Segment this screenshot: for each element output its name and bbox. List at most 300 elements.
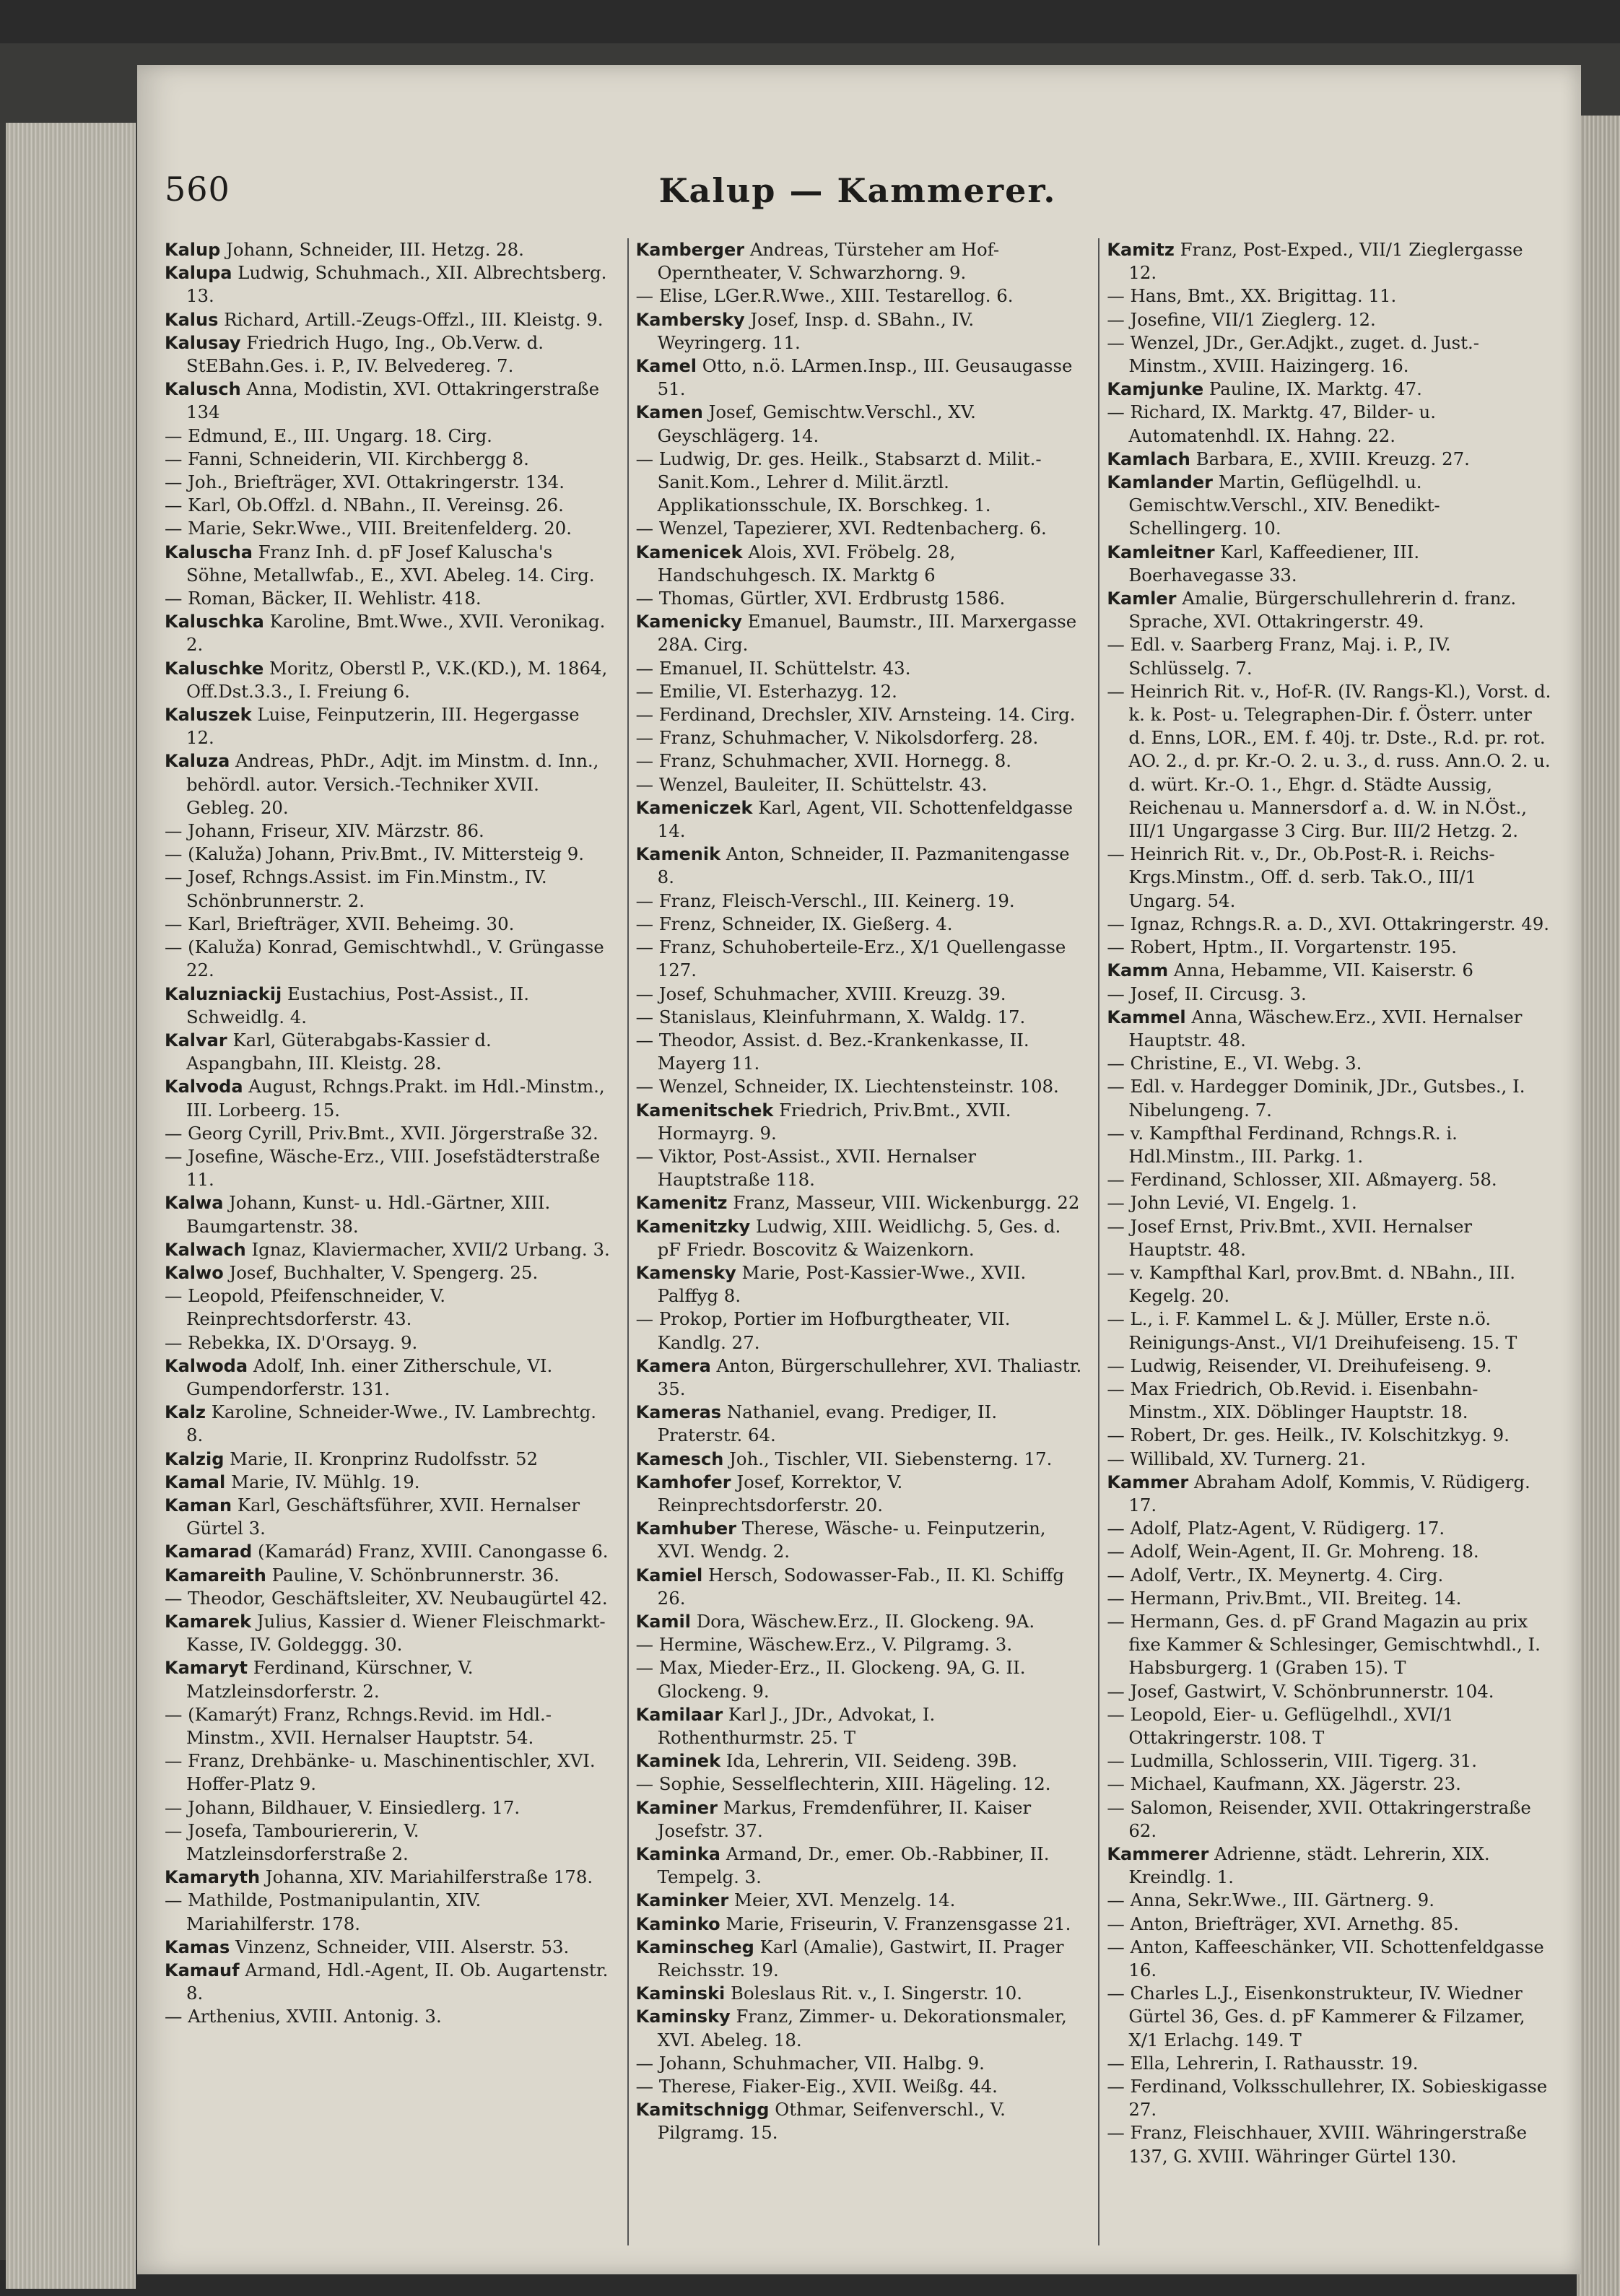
directory-entry xyxy=(1107,1913,1554,1936)
entry-surname: Kalzig xyxy=(165,1448,225,1469)
entry-details: — Richard, IX. Marktg. 47, Bilder- u. Automatenhdl. IX. Hahng. 22. xyxy=(1107,401,1436,446)
entry-details: — Hans, Bmt., XX. Brigittag. 11. xyxy=(1107,285,1397,307)
directory-entry xyxy=(1107,1261,1554,1308)
directory-entry xyxy=(165,1401,611,1447)
directory-entry xyxy=(636,1564,1083,1610)
entry-surname: Kammer xyxy=(1107,1471,1189,1492)
directory-entry xyxy=(165,1029,611,1075)
directory-entry xyxy=(165,541,611,587)
directory-entry xyxy=(165,2005,611,2028)
entry-details: — Anton, Briefträger, XVI. Arnethg. 85. xyxy=(1107,1913,1459,1934)
directory-entry xyxy=(1107,936,1554,959)
entry-surname: Kalus xyxy=(165,309,219,330)
entry-details: Luise, Feinputzerin, III. Hegergasse 12. xyxy=(186,704,580,749)
entry-details: — Wenzel, Bauleiter, II. Schüttelstr. 43. xyxy=(635,773,988,795)
entry-details: — Franz, Fleischhauer, XVIII. Währingerstraße 137, G. XVIII. Währinger Gürtel 130. xyxy=(1107,2122,1528,2167)
directory-entry xyxy=(1107,2121,1554,2167)
entry-surname: Kamjunke xyxy=(1107,379,1204,400)
entry-details: Marie, IV. Mühlg. 19. xyxy=(225,1471,420,1492)
entry-details: — Franz, Fleisch-Verschl., III. Keinerg. 19. xyxy=(635,890,1015,911)
entry-details: — Josef, II. Circusg. 3. xyxy=(1107,983,1307,1004)
entry-details: Pauline, V. Schönbrunnerstr. 36. xyxy=(266,1564,559,1586)
entry-details: — Therese, Fiaker-Eig., XVII. Weißg. 44. xyxy=(635,2076,998,2097)
column-middle xyxy=(627,238,1083,2245)
entry-details: Karl (Amalie), Gastwirt, II. Prager Reichsstr. 19. xyxy=(657,1936,1064,1981)
entry-surname: Kamhuber xyxy=(635,1518,736,1539)
entry-surname: Kalusch xyxy=(165,379,241,400)
entry-surname: Kamensky xyxy=(635,1262,736,1283)
entry-details: Karl, Geschäftsführer, XVII. Hernalser Gürtel 3. xyxy=(186,1494,580,1539)
entry-surname: Kamilaar xyxy=(635,1704,723,1725)
directory-entry xyxy=(1107,633,1554,679)
entry-details: — Edl. v. Saarberg Franz, Maj. i. P., IV. Schlüsselg. 7. xyxy=(1107,634,1451,679)
entry-details: — Johann, Schuhmacher, VII. Halbg. 9. xyxy=(635,2052,985,2074)
directory-entry xyxy=(636,1982,1083,2005)
directory-entry xyxy=(1107,1424,1554,1447)
directory-entry xyxy=(165,425,611,448)
entry-details: — Ferdinand, Schlosser, XII. Aßmayerg. 58. xyxy=(1107,1169,1497,1191)
entry-surname: Kamareith xyxy=(165,1565,266,1586)
directory-entry xyxy=(636,1633,1083,1656)
directory-entry xyxy=(1107,1168,1554,1191)
directory-entry xyxy=(165,819,611,843)
entry-details: — Anton, Kaffeeschänker, VII. Schottenfeldgasse 16. xyxy=(1107,1936,1544,1981)
entry-details: Anton, Schneider, II. Pazmanitengasse 8. xyxy=(657,843,1070,888)
directory-entry xyxy=(165,1471,611,1494)
directory-entry xyxy=(165,1796,611,1819)
entry-details: — Robert, Dr. ges. Heilk., IV. Kolschitzkyg. 9. xyxy=(1107,1425,1510,1446)
directory-entry xyxy=(636,1354,1083,1401)
entry-surname: Kaminer xyxy=(635,1797,718,1818)
entry-details: Ignaz, Klaviermacher, XVII/2 Urbang. 3. xyxy=(245,1238,610,1260)
entry-details: — Robert, Hptm., II. Vorgartenstr. 195. xyxy=(1107,936,1457,958)
entry-surname: Kamesch xyxy=(635,1448,724,1469)
entry-details: — (Kaluža) Konrad, Gemischtwhdl., V. Grüngasse 22. xyxy=(165,936,604,981)
entry-details: — Leopold, Pfeifenschneider, V. Reinprechtsdorferstr. 43. xyxy=(165,1285,445,1330)
entry-surname: Kamlach xyxy=(1107,448,1190,469)
directory-entry xyxy=(636,2098,1083,2144)
entry-details: Adolf, Inh. einer Zitherschule, VI. Gumpendorferstr. 131. xyxy=(186,1354,553,1399)
directory-entry xyxy=(165,1656,611,1703)
directory-entry xyxy=(636,983,1083,1006)
directory-entry xyxy=(1107,1773,1554,1796)
page-header xyxy=(165,170,1551,220)
entry-surname: Kaminker xyxy=(635,1890,729,1911)
entry-details: Joh., Tischler, VII. Siebensterng. 17. xyxy=(723,1448,1053,1469)
entry-details: August, Rchngs.Prakt. im Hdl.-Minstm., III. Lorbeerg. 15. xyxy=(186,1076,605,1121)
directory-entry xyxy=(165,749,611,819)
entry-details: — Max Friedrich, Ob.Revid. i. Eisenbahn-Minstm., XIX. Döblinger Hauptstr. 18. xyxy=(1107,1378,1479,1423)
directory-entry xyxy=(636,1843,1083,1889)
entry-surname: Kaluszek xyxy=(165,705,252,726)
directory-entry xyxy=(165,517,611,540)
directory-entry xyxy=(636,1006,1083,1029)
entry-details: — Ferdinand, Volksschullehrer, IX. Sobieskigasse 27. xyxy=(1107,2076,1548,2121)
entry-details: Pauline, IX. Marktg. 47. xyxy=(1203,378,1422,400)
directory-entry xyxy=(1107,983,1554,1006)
directory-entry xyxy=(636,401,1083,447)
entry-details: — Ferdinand, Drechsler, XIV. Arnsteing. 14. Cirg. xyxy=(635,704,1076,726)
entry-details: — Johann, Friseur, XIV. Märzstr. 86. xyxy=(165,820,484,842)
directory-entry xyxy=(636,1749,1083,1773)
directory-entry xyxy=(1107,1564,1554,1587)
entry-details: Ludwig, XIII. Weidlichg. 5, Ges. d. pF Friedr. Boscovitz & Waizenkorn. xyxy=(657,1215,1061,1260)
entry-details: Eustachius, Post-Assist., II. Schweidlg. 4. xyxy=(186,983,529,1027)
entry-details: — Edmund, E., III. Ungarg. 18. Cirg. xyxy=(165,425,492,446)
entry-details: Franz Inh. d. pF Josef Kaluscha's Söhne, Metallwfab., E., XVI. Abeleg. 14. Cirg. xyxy=(186,541,595,586)
entry-details: — Karl, Briefträger, XVII. Beheimg. 30. xyxy=(165,913,515,934)
entry-details: Martin, Geflügelhdl. u. Gemischtw.Verschl., XIV. Benedikt-Schellingerg. 10. xyxy=(1128,471,1440,539)
directory-entry xyxy=(636,1145,1083,1191)
directory-entry xyxy=(1107,2075,1554,2121)
directory-entry xyxy=(165,657,611,703)
directory-entry xyxy=(165,1448,611,1471)
entry-surname: Kamlander xyxy=(1107,472,1213,493)
entry-details: — Hermine, Wäschew.Erz., V. Pilgramg. 3. xyxy=(635,1634,1013,1656)
entry-surname: Kamarad xyxy=(165,1541,253,1562)
entry-details: — Franz, Drehbänke- u. Maschinentischler, XVI. Hoffer-Platz 9. xyxy=(165,1750,596,1795)
entry-surname: Kamenicky xyxy=(635,612,742,632)
entry-surname: Kaman xyxy=(165,1495,232,1516)
directory-entry xyxy=(1107,1075,1554,1121)
entry-details: Marie, II. Kronprinz Rudolfsstr. 52 xyxy=(224,1448,539,1469)
directory-entry xyxy=(165,1936,611,1959)
page-number: 560 xyxy=(165,170,230,209)
entry-details: Othmar, Seifenverschl., V. Pilgramg. 15. xyxy=(657,2099,1006,2144)
entry-surname: Kamler xyxy=(1107,588,1177,609)
entry-surname: Kalusay xyxy=(165,332,241,353)
directory-entry xyxy=(636,1913,1083,1936)
directory-entry xyxy=(165,1122,611,1145)
directory-entry xyxy=(1107,1122,1554,1168)
directory-entry xyxy=(636,1773,1083,1796)
entry-details: Anton, Bürgerschullehrer, XVI. Thaliastr. 35. xyxy=(657,1354,1082,1399)
directory-entry xyxy=(636,448,1083,518)
directory-entry xyxy=(1107,913,1554,936)
directory-entry xyxy=(1107,1610,1554,1680)
entry-details: Vinzenz, Schneider, VIII. Alserstr. 53. xyxy=(230,1936,570,1957)
entry-details: — Mathilde, Postmanipulantin, XIV. Mariahilferstr. 178. xyxy=(165,1890,482,1934)
entry-details: Karl, Kaffeediener, III. Boerhavegasse 33. xyxy=(1128,541,1420,586)
entry-details: — Ludwig, Reisender, VI. Dreihufeiseng. 9. xyxy=(1107,1354,1492,1376)
directory-entry xyxy=(636,2005,1083,2051)
entry-surname: Kaminka xyxy=(635,1844,720,1865)
directory-entry xyxy=(165,448,611,471)
directory-entry xyxy=(165,1331,611,1354)
entry-details: Marie, Post-Kassier-Wwe., XVII. Palffyg 8. xyxy=(657,1261,1027,1307)
entry-details: — Charles L.J., Eisenkonstrukteur, IV. Wiedner Gürtel 36, Ges. d. pF Kammerer & Filzamer, X/1 Erlachg. 149. T xyxy=(1107,1983,1525,2051)
entry-details: Josef, Korrektor, V. Reinprechtsdorferstr. 20. xyxy=(657,1471,903,1516)
directory-entry xyxy=(636,1610,1083,1633)
entry-details: — Ludmilla, Schlosserin, VIII. Tigerg. 31. xyxy=(1107,1750,1477,1772)
entry-details: — Josef, Rchngs.Assist. im Fin.Minstm., IV. Schönbrunnerstr. 2. xyxy=(165,866,547,911)
directory-entry xyxy=(1107,1191,1554,1214)
directory-entry xyxy=(636,517,1083,540)
column-right xyxy=(1098,238,1554,2245)
directory-entry xyxy=(1107,1378,1554,1424)
entry-details: Johanna, XIV. Mariahilferstraße 178. xyxy=(260,1866,593,1888)
entry-surname: Kamitz xyxy=(1107,240,1175,260)
directory-entry xyxy=(1107,471,1554,541)
entry-details: — (Kaluža) Johann, Priv.Bmt., IV. Mittersteig 9. xyxy=(165,843,585,865)
entry-details: — Viktor, Post-Assist., XVII. Hernalser Hauptstraße 118. xyxy=(635,1145,977,1191)
directory-entry xyxy=(636,541,1083,587)
entry-details: Markus, Fremdenführer, II. Kaiser Josefstr. 37. xyxy=(657,1796,1032,1841)
directory-entry xyxy=(636,1215,1083,1261)
directory-entry xyxy=(1107,448,1554,471)
entry-details: — v. Kampfthal Ferdinand, Rchngs.R. i. Hdl.Minstm., III. Parkg. 1. xyxy=(1107,1122,1458,1167)
entry-surname: Kamil xyxy=(635,1611,691,1632)
directory-entry xyxy=(636,680,1083,703)
entry-details: Meier, XVI. Menzelg. 14. xyxy=(728,1890,956,1911)
entry-details: Johann, Schneider, III. Hetzg. 28. xyxy=(220,239,524,260)
directory-entry xyxy=(636,1703,1083,1749)
entry-surname: Kamiel xyxy=(635,1565,703,1586)
entry-details: — Marie, Sekr.Wwe., VIII. Breitenfelderg. 20. xyxy=(165,518,572,539)
entry-details: — Max, Mieder-Erz., II. Glockeng. 9A, G. II. Glockeng. 9. xyxy=(635,1657,1026,1702)
entry-details: (Kamarád) Franz, XVIII. Canongasse 6. xyxy=(252,1541,609,1562)
directory-entry xyxy=(636,773,1083,796)
entry-surname: Kalvoda xyxy=(165,1077,243,1097)
entry-details: — Thomas, Gürtler, XVI. Erdbrustg 1586. xyxy=(635,588,1006,609)
directory-entry xyxy=(1107,843,1554,913)
directory-entry xyxy=(1107,401,1554,447)
entry-details: Ida, Lehrerin, VII. Seideng. 39B. xyxy=(720,1750,1018,1772)
entry-details: — Wenzel, JDr., Ger.Adjkt., zuget. d. Just.-Minstm., XVIII. Haizingerg. 16. xyxy=(1107,331,1479,377)
entry-surname: Kammerer xyxy=(1107,1844,1209,1865)
directory-entry xyxy=(636,238,1083,284)
entry-details: Barbara, E., XVIII. Kreuzg. 27. xyxy=(1190,448,1470,469)
directory-entry xyxy=(165,238,611,261)
entry-surname: Kamauf xyxy=(165,1960,240,1981)
directory-entry xyxy=(165,983,611,1029)
entry-surname: Kalwo xyxy=(165,1262,224,1283)
directory-entry xyxy=(165,1075,611,1121)
directory-entry xyxy=(165,866,611,912)
running-head: Kalup — Kammerer. xyxy=(658,171,1057,210)
directory-entry xyxy=(1107,1006,1554,1052)
entry-surname: Kamas xyxy=(165,1936,230,1957)
directory-entry xyxy=(636,913,1083,936)
directory-entry xyxy=(1107,959,1554,982)
directory-entry xyxy=(165,610,611,656)
entry-details: Karoline, Schneider-Wwe., IV. Lambrechtg. 8. xyxy=(186,1401,596,1446)
entry-details: Karl, Agent, VII. Schottenfeldgasse 14. xyxy=(657,796,1074,842)
directory-entry xyxy=(165,1238,611,1261)
entry-details: Karoline, Bmt.Wwe., XVII. Veronikag. 2. xyxy=(186,611,606,656)
directory-entry xyxy=(636,1796,1083,1843)
entry-surname: Kameras xyxy=(635,1402,722,1423)
directory-entry xyxy=(636,1401,1083,1447)
entry-details: Friedrich Hugo, Ing., Ob.Verw. d. StEBahn.Ges. i. P., IV. Belvedereg. 7. xyxy=(186,331,544,377)
entry-details: — Franz, Schuhoberteile-Erz., X/1 Quellengasse 127. xyxy=(635,936,1066,981)
directory-entry xyxy=(165,378,611,424)
entry-details: — Wenzel, Tapezierer, XVI. Redtenbacherg. 6. xyxy=(635,518,1047,539)
directory-entry xyxy=(1107,331,1554,378)
directory-entry xyxy=(1107,308,1554,331)
entry-surname: Kaminek xyxy=(635,1751,721,1772)
entry-surname: Kaluscha xyxy=(165,542,253,562)
directory-entry xyxy=(165,1749,611,1796)
entry-details: — L., i. F. Kammel L. & J. Müller, Erste n.ö. Reinigungs-Anst., VI/1 Dreihufeiseng. 15. T xyxy=(1107,1308,1517,1353)
directory-entry xyxy=(636,657,1083,680)
entry-details: Armand, Hdl.-Agent, II. Ob. Augartenstr. 8. xyxy=(186,1960,609,2004)
entry-details: Karl, Güterabgabs-Kassier d. Aspangbahn, III. Kleistg. 28. xyxy=(186,1029,492,1074)
entry-details: Marie, Friseurin, V. Franzensgasse 21. xyxy=(720,1913,1071,1934)
entry-surname: Kamaryt xyxy=(165,1658,248,1679)
directory-entry xyxy=(636,1191,1083,1214)
directory-entry xyxy=(165,1540,611,1563)
entry-details: — Fanni, Schneiderin, VII. Kirchbergg 8. xyxy=(165,448,529,469)
directory-entry xyxy=(1107,1308,1554,1354)
entry-surname: Kaluschke xyxy=(165,658,264,679)
directory-entry xyxy=(165,331,611,378)
directory-entry xyxy=(636,355,1083,401)
directory-entry xyxy=(1107,1215,1554,1261)
entry-details: — Ludwig, Dr. ges. Heilk., Stabsarzt d. Milit.-Sanit.Kom., Lehrer d. Milit.ärztl. Applikationsschule, IX. Borschkeg. 1. xyxy=(635,448,1042,516)
entry-details: — Willibald, XV. Turnerg. 21. xyxy=(1107,1448,1366,1469)
directory-entry xyxy=(636,1448,1083,1471)
entry-details: — Ignaz, Rchngs.R. a. D., XVI. Ottakringerstr. 49. xyxy=(1107,913,1550,934)
entry-details: — Josefine, Wäsche-Erz., VIII. Josefstädterstraße 11. xyxy=(165,1145,601,1191)
entry-details: — Arthenius, XVIII. Antonig. 3. xyxy=(165,2006,442,2027)
entry-details: — Christine, E., VI. Webg. 3. xyxy=(1107,1053,1362,1074)
entry-details: — Emilie, VI. Esterhazyg. 12. xyxy=(635,680,897,702)
right-page-edges xyxy=(1577,116,1620,2296)
entry-details: — Salomon, Reisender, XVII. Ottakringerstraße 62. xyxy=(1107,1796,1531,1841)
entry-surname: Kamenicek xyxy=(635,542,743,562)
directory-entry xyxy=(165,1494,611,1540)
entry-surname: Kaminko xyxy=(635,1913,720,1934)
entry-details: Josef, Insp. d. SBahn., IV. Weyringerg. 11. xyxy=(657,308,975,353)
entry-details: — Franz, Schuhmacher, V. Nikolsdorferg. 28. xyxy=(635,727,1039,749)
entry-details: — Josefine, VII/1 Zieglerg. 12. xyxy=(1107,308,1376,330)
entry-surname: Kambersky xyxy=(635,309,745,330)
entry-details: — Leopold, Eier- u. Geflügelhdl., XVI/1 Ottakringerstr. 108. T xyxy=(1107,1703,1454,1748)
directory-entry xyxy=(1107,1354,1554,1378)
entry-details: — Ella, Lehrerin, I. Rathausstr. 19. xyxy=(1107,2052,1419,2074)
directory-entry xyxy=(636,936,1083,982)
directory-entry xyxy=(636,1889,1083,1912)
entry-details: — Hermann, Ges. d. pF Grand Magazin au prix fixe Kammer & Schlesinger, Gemischtwhdl., I. Habsburgerg. 1 (Graben 15). T xyxy=(1107,1610,1541,1679)
directory-entry xyxy=(1107,1843,1554,1889)
column-left xyxy=(165,238,611,2245)
entry-surname: Kammel xyxy=(1107,1006,1186,1027)
entry-details: Franz, Masseur, VIII. Wickenburgg. 22 xyxy=(727,1192,1080,1214)
entry-details: — Adolf, Wein-Agent, II. Gr. Mohreng. 18. xyxy=(1107,1541,1479,1562)
directory-entry xyxy=(1107,378,1554,401)
directory-entry xyxy=(636,749,1083,773)
directory-entry xyxy=(165,1191,611,1238)
directory-entry xyxy=(165,1866,611,1889)
entry-surname: Kaluza xyxy=(165,751,230,772)
directory-entry xyxy=(636,726,1083,749)
entry-details: — Karl, Ob.Offzl. d. NBahn., II. Vereinsg. 26. xyxy=(165,495,564,516)
directory-entry xyxy=(165,1610,611,1656)
entry-details: Richard, Artill.-Zeugs-Offzl., III. Kleistg. 9. xyxy=(218,308,604,330)
entry-details: Franz, Zimmer- u. Dekorationsmaler, XVI. Abeleg. 18. xyxy=(657,2006,1067,2051)
entry-details: Johann, Kunst- u. Hdl.-Gärtner, XIII. Baumgartenstr. 38. xyxy=(186,1192,551,1237)
directory-entry xyxy=(165,1261,611,1284)
entry-details: Franz, Post-Exped., VII/1 Zieglergasse 12. xyxy=(1128,239,1523,284)
directory-entry xyxy=(1107,238,1554,284)
entry-details: — Josef, Gastwirt, V. Schönbrunnerstr. 104. xyxy=(1107,1680,1494,1702)
entry-details: Andreas, PhDr., Adjt. im Minstm. d. Inn., behördl. autor. Versich.-Techniker XVII. Gebleg. 20. xyxy=(186,750,599,818)
entry-details: — Heinrich Rit. v., Hof-R. (IV. Rangs-Kl.), Vorst. d. k. k. Post- u. Telegraphen-Dir. f. Österr. unter d. Enns, LOR., EM. f. 40j. tr. Dste., R.d. pr. rot. AO. 2., d. pr. Kr.-O. 2. u. 3., d. russ. Ann.O. 2. u. d. würt. Kr.-O. 1., Ehgr. d. Städte Aussig, Reichenau u. Mannersdorf a. d. W. in N.Öst., III/1 Ungargasse 3 Cirg. Bur. III/2 Hetzg. 2. xyxy=(1107,680,1551,842)
entry-details: — Wenzel, Schneider, IX. Liechtensteinstr. 108. xyxy=(635,1076,1059,1097)
entry-details: Emanuel, Baumstr., III. Marxergasse 28A. Cirg. xyxy=(657,611,1077,656)
directory-entry xyxy=(1107,1540,1554,1563)
entry-details: — Josef Ernst, Priv.Bmt., XVII. Hernalser Hauptstr. 48. xyxy=(1107,1215,1473,1260)
directory-entry xyxy=(1107,1587,1554,1610)
directory-entry xyxy=(636,1936,1083,1982)
directory-entry xyxy=(165,703,611,749)
directory-entry xyxy=(1107,1889,1554,1912)
entry-surname: Kalvar xyxy=(165,1030,227,1051)
directory-entry xyxy=(1107,1517,1554,1540)
entry-details: Adrienne, städt. Lehrerin, XIX. Kreindlg. 1. xyxy=(1128,1843,1490,1888)
directory-entry xyxy=(636,308,1083,355)
directory-entry xyxy=(636,1029,1083,1075)
entry-surname: Kalup xyxy=(165,240,221,260)
entry-surname: Kamberger xyxy=(635,240,745,260)
entry-surname: Kamarek xyxy=(165,1611,252,1632)
entry-details: Ferdinand, Kürschner, V. Matzleinsdorferstr. 2. xyxy=(186,1657,474,1702)
directory-entry xyxy=(636,1308,1083,1354)
entry-details: Josef, Gemischtw.Verschl., XV. Geyschlägerg. 14. xyxy=(657,401,976,446)
entry-details: Karl J., JDr., Advokat, I. Rothenthurmstr. 25. T xyxy=(657,1703,936,1748)
entry-details: Otto, n.ö. LArmen.Insp., III. Geusaugasse 51. xyxy=(657,355,1073,400)
entry-details: — Theodor, Assist. d. Bez.-Krankenkasse, II. Mayerg 11. xyxy=(635,1029,1029,1074)
directory-entry xyxy=(165,936,611,982)
entry-details: Andreas, Türsteher am Hof-Operntheater, V. Schwarzhorng. 9. xyxy=(657,239,1000,284)
directory-entry xyxy=(636,284,1083,308)
entry-details: — Adolf, Vertr., IX. Meynertg. 4. Cirg. xyxy=(1107,1564,1444,1586)
directory-entry xyxy=(165,843,611,866)
directory-entry xyxy=(636,610,1083,656)
directory-entry xyxy=(636,2052,1083,2075)
entry-details: — Josef, Schuhmacher, XVIII. Kreuzg. 39. xyxy=(635,983,1006,1004)
entry-details: Armand, Dr., emer. Ob.-Rabbiner, II. Tempelg. 3. xyxy=(657,1843,1050,1888)
entry-details: — Prokop, Portier im Hofburgtheater, VII. Kandlg. 27. xyxy=(635,1308,1011,1353)
directory-entry xyxy=(165,1354,611,1401)
directory-entry xyxy=(165,1959,611,2005)
directory-entry xyxy=(165,261,611,308)
entry-details: — Franz, Schuhmacher, XVII. Hornegg. 8. xyxy=(635,750,1011,772)
directory-entry xyxy=(636,1471,1083,1517)
entry-details: Hersch, Sodowasser-Fab., II. Kl. Schiffg 26. xyxy=(657,1564,1064,1609)
entry-surname: Kamm xyxy=(1107,960,1169,981)
entry-details: — Roman, Bäcker, II. Wehlistr. 418. xyxy=(165,588,482,609)
entry-surname: Kalwach xyxy=(165,1239,246,1260)
directory-entry xyxy=(636,1099,1083,1145)
directory-entry xyxy=(1107,1680,1554,1703)
entry-surname: Kalupa xyxy=(165,263,232,284)
entry-details: — John Levié, VI. Engelg. 1. xyxy=(1107,1192,1357,1214)
entry-surname: Kaluzniackij xyxy=(165,983,282,1004)
entry-details: — Michael, Kaufmann, XX. Jägerstr. 23. xyxy=(1107,1773,1461,1795)
entry-surname: Kaminsky xyxy=(635,2006,731,2027)
entry-surname: Kaminski xyxy=(635,1983,726,2004)
directory-entry xyxy=(165,1587,611,1610)
directory-entry xyxy=(1107,2052,1554,2075)
directory-entry xyxy=(165,1889,611,1935)
directory-entry xyxy=(165,1564,611,1587)
entry-details: Ludwig, Schuhmach., XII. Albrechtsberg. 13. xyxy=(186,262,607,307)
directory-entry xyxy=(1107,587,1554,633)
entry-details: — Theodor, Geschäftsleiter, XV. Neubaugürtel 42. xyxy=(165,1587,608,1609)
entry-surname: Kalz xyxy=(165,1402,206,1423)
